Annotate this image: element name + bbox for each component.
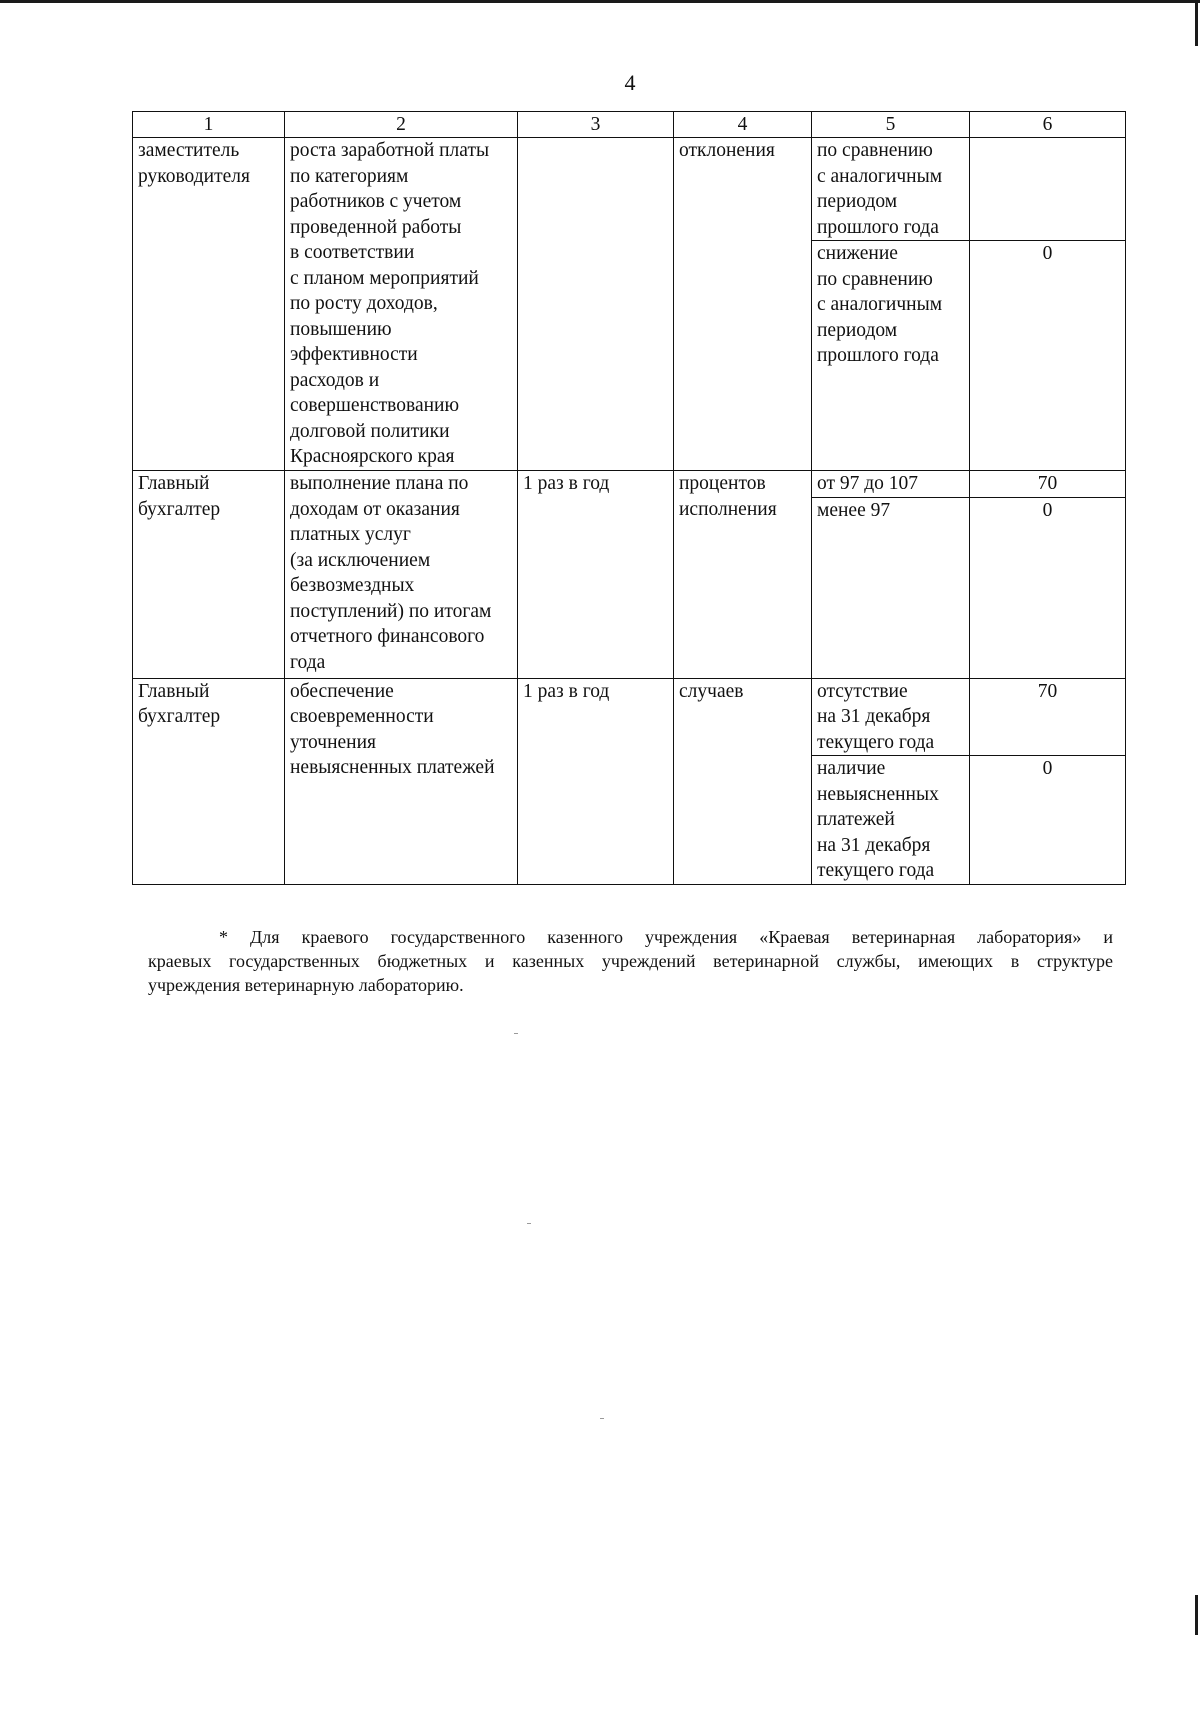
column-number-header: 1 bbox=[133, 112, 285, 138]
page-number: 4 bbox=[624, 70, 636, 95]
points-cell: 0 bbox=[970, 241, 1126, 471]
points-cell bbox=[970, 138, 1126, 241]
footnote-line: * Для краевого государственного казенного учреждения «Краевая ветеринарная лаборатория» и bbox=[219, 927, 1113, 947]
points-cell: 0 bbox=[970, 497, 1126, 678]
condition-cell: отсутствие на 31 декабря текущего года bbox=[812, 678, 970, 756]
condition-cell: менее 97 bbox=[812, 497, 970, 678]
criterion-cell: выполнение плана по доходам от оказания платных услуг (за исключением безвозмездных поступлений) по итогам отчетного финансового года bbox=[285, 471, 518, 679]
scan-speck bbox=[514, 1033, 518, 1034]
condition-cell: снижение по сравнению с аналогичным периодом прошлого года bbox=[812, 241, 970, 471]
column-number-header: 4 bbox=[674, 112, 812, 138]
periodicity-cell bbox=[518, 138, 674, 471]
unit-cell: процентов исполнения bbox=[674, 471, 812, 679]
periodicity-cell: 1 раз в год bbox=[518, 678, 674, 884]
criterion-cell: обеспечение своевременности уточнения невыясненных платежей bbox=[285, 678, 518, 884]
footnote-line: учреждения ветеринарную лабораторию. bbox=[148, 975, 464, 995]
points-cell: 0 bbox=[970, 756, 1126, 885]
condition-cell: по сравнению с аналогичным периодом прошлого года bbox=[812, 138, 970, 241]
condition-cell: от 97 до 107 bbox=[812, 471, 970, 498]
scan-speck bbox=[600, 1418, 604, 1419]
position-cell: Главный бухгалтер bbox=[133, 471, 285, 679]
column-number-header: 6 bbox=[970, 112, 1126, 138]
table-row bbox=[133, 138, 1126, 241]
column-number-header: 5 bbox=[812, 112, 970, 138]
column-number-header: 3 bbox=[518, 112, 674, 138]
points-cell: 70 bbox=[970, 471, 1126, 498]
unit-cell: случаев bbox=[674, 678, 812, 884]
criterion-cell: роста заработной платы по категориям работников с учетом проведенной работы в соответствии с планом мероприятий по росту доходов, повышению эффективности расходов и совершенствованию долговой политики Красноярского края bbox=[285, 138, 518, 471]
criteria-table bbox=[132, 111, 1126, 885]
condition-cell: наличие невыясненных платежей на 31 декабря текущего года bbox=[812, 756, 970, 885]
position-cell: заместитель руководителя bbox=[133, 138, 285, 471]
column-number-header: 2 bbox=[285, 112, 518, 138]
scan-edge-mark bbox=[1195, 0, 1198, 46]
table-row bbox=[133, 471, 1126, 498]
table-header-row bbox=[133, 112, 1126, 138]
table-row bbox=[133, 678, 1126, 756]
unit-cell: отклонения bbox=[674, 138, 812, 471]
scan-top-edge bbox=[0, 0, 1200, 3]
scan-speck bbox=[527, 1223, 531, 1224]
footnote bbox=[148, 925, 1113, 997]
periodicity-cell: 1 раз в год bbox=[518, 471, 674, 679]
position-cell: Главный бухгалтер bbox=[133, 678, 285, 884]
scan-edge-mark bbox=[1195, 1595, 1198, 1635]
footnote-line: краевых государственных бюджетных и казенных учреждений ветеринарной службы, имеющих в структуре bbox=[148, 951, 1113, 971]
points-cell: 70 bbox=[970, 678, 1126, 756]
